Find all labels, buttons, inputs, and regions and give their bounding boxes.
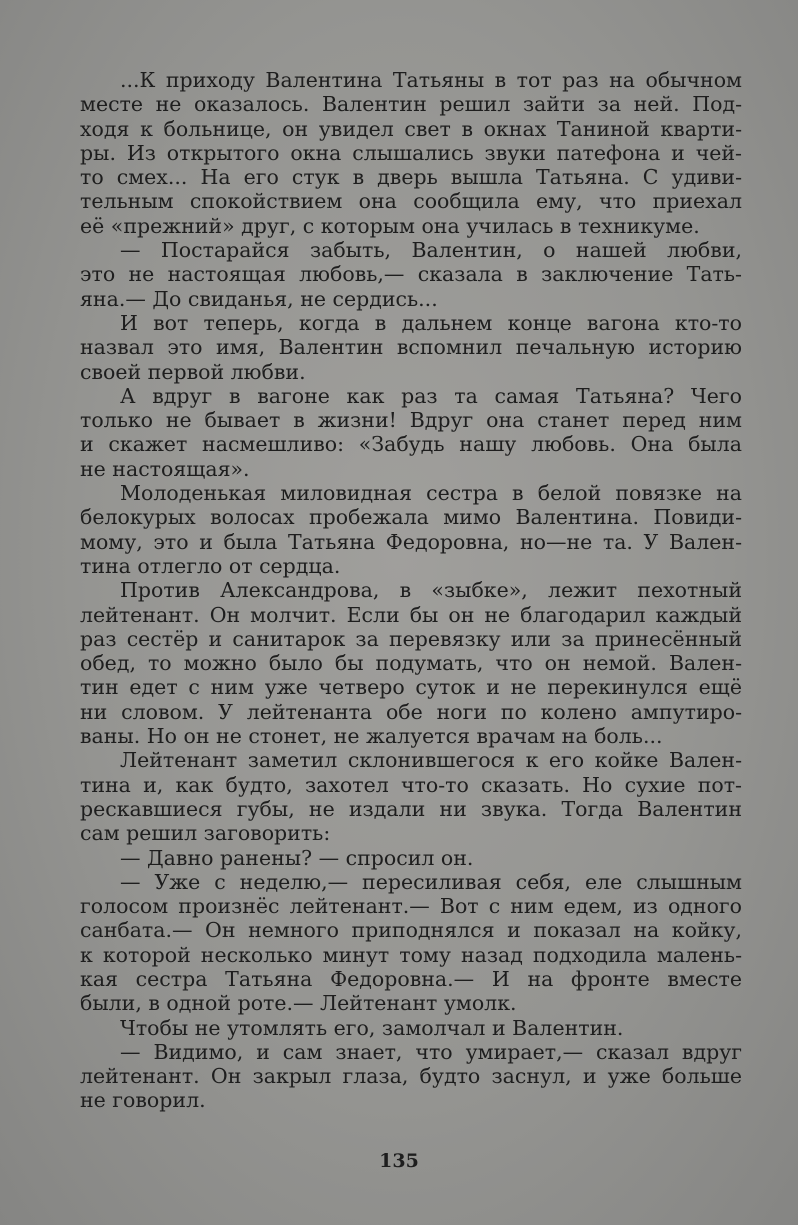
text-line: — Постарайся забыть, Валентин, о нашей любви, bbox=[120, 238, 742, 263]
text-line: и скажет насмешливо: «Забудь нашу любовь. Она была bbox=[80, 432, 742, 457]
text-line: то смех... На его стук в дверь вышла Татьяна. С удиви- bbox=[80, 165, 742, 190]
page-body-text bbox=[80, 68, 742, 1113]
text-line: своей первой любви. bbox=[80, 359, 306, 384]
text-line: к которой несколько минут тому назад подходила малень- bbox=[80, 942, 742, 967]
paragraph bbox=[80, 481, 742, 578]
page-number: 135 bbox=[379, 1150, 419, 1172]
text-line: кая сестра Татьяна Федоровна.— И на фронте вместе bbox=[80, 966, 742, 991]
paragraph bbox=[80, 384, 742, 481]
text-line: сам решил заговорить: bbox=[80, 821, 331, 846]
text-line: не настоящая». bbox=[80, 456, 250, 481]
paragraph bbox=[80, 870, 742, 1016]
text-line: Чтобы не утомлять его, замолчал и Валентин. bbox=[120, 1015, 624, 1040]
paragraph bbox=[80, 311, 742, 384]
text-line: обед, то можно было бы подумать, что он немой. Вален- bbox=[80, 651, 742, 676]
text-line: ...К приходу Валентина Татьяны в тот раз на обычном bbox=[120, 68, 742, 92]
text-line: Лейтенант заметил склонившегося к его койке Вален- bbox=[120, 748, 742, 773]
text-line: лейтенант. Он молчит. Если бы он не благодарил каждый bbox=[80, 602, 742, 627]
text-line: — Видимо, и сам знает, что умирает,— сказал вдруг bbox=[120, 1039, 742, 1064]
paragraph bbox=[80, 1040, 742, 1113]
text-line: месте не оказалось. Валентин решил зайти за ней. Под- bbox=[80, 92, 742, 117]
text-line: тельным спокойствием она сообщила ему, что приехал bbox=[80, 189, 742, 214]
text-line: ры. Из открытого окна слышались звуки патефона и чей- bbox=[80, 140, 742, 165]
text-line: её «прежний» друг, с которым она училась в техникуме. bbox=[80, 213, 700, 238]
text-line: — Уже с неделю,— пересиливая себя, еле слышным bbox=[120, 869, 742, 894]
paragraph bbox=[80, 748, 742, 845]
text-line: И вот теперь, когда в дальнем конце вагона кто-то bbox=[120, 310, 742, 335]
text-line: Против Александрова, в «зыбке», лежит пехотный bbox=[120, 578, 742, 603]
text-line: ни словом. У лейтенанта обе ноги по колено ампутиро- bbox=[80, 699, 742, 724]
paragraph bbox=[80, 846, 742, 870]
text-line: лейтенант. Он закрыл глаза, будто заснул, и уже больше bbox=[80, 1064, 742, 1089]
text-line: раз сестёр и санитарок за перевязку или за принесённый bbox=[80, 626, 742, 651]
text-line: ходя к больнице, он увидел свет в окнах Таниной кварти- bbox=[80, 116, 742, 141]
text-line: рескавшиеся губы, не издали ни звука. Тогда Валентин bbox=[80, 796, 742, 821]
text-line: яна.— До свиданья, не сердись... bbox=[80, 286, 438, 311]
text-line: белокурых волосах пробежала мимо Валентина. Повиди- bbox=[80, 505, 742, 530]
text-line: голосом произнёс лейтенант.— Вот с ним едем, из одного bbox=[80, 894, 742, 919]
text-line: Молоденькая миловидная сестра в белой повязке на bbox=[120, 481, 742, 506]
paragraph bbox=[80, 1016, 742, 1040]
text-line: только не бывает в жизни! Вдруг она станет перед ним bbox=[80, 408, 742, 433]
paragraph bbox=[80, 238, 742, 311]
text-line: санбата.— Он немного приподнялся и показал на койку, bbox=[80, 918, 742, 943]
text-line: это не настоящая любовь,— сказала в заключение Тать- bbox=[80, 262, 742, 287]
text-line: не говорил. bbox=[80, 1088, 206, 1113]
paragraph bbox=[80, 68, 742, 238]
text-line: А вдруг в вагоне как раз та самая Татьяна? Чего bbox=[120, 383, 742, 408]
text-line: мому, это и была Татьяна Федоровна, но—не та. У Вален- bbox=[80, 529, 742, 554]
text-line: были, в одной роте.— Лейтенант умолк. bbox=[80, 991, 517, 1016]
text-line: тина и, как будто, захотел что-то сказать. Но сухие пот- bbox=[80, 772, 742, 797]
paragraph bbox=[80, 578, 742, 748]
text-line: — Давно ранены? — спросил он. bbox=[120, 845, 474, 870]
text-line: назвал это имя, Валентин вспомнил печальную историю bbox=[80, 335, 742, 360]
text-line: ваны. Но он не стонет, не жалуется врачам на боль... bbox=[80, 724, 663, 749]
text-line: тин едет с ним уже четверо суток и не перекинулся ещё bbox=[80, 675, 742, 700]
text-line: тина отлегло от сердца. bbox=[80, 553, 341, 578]
